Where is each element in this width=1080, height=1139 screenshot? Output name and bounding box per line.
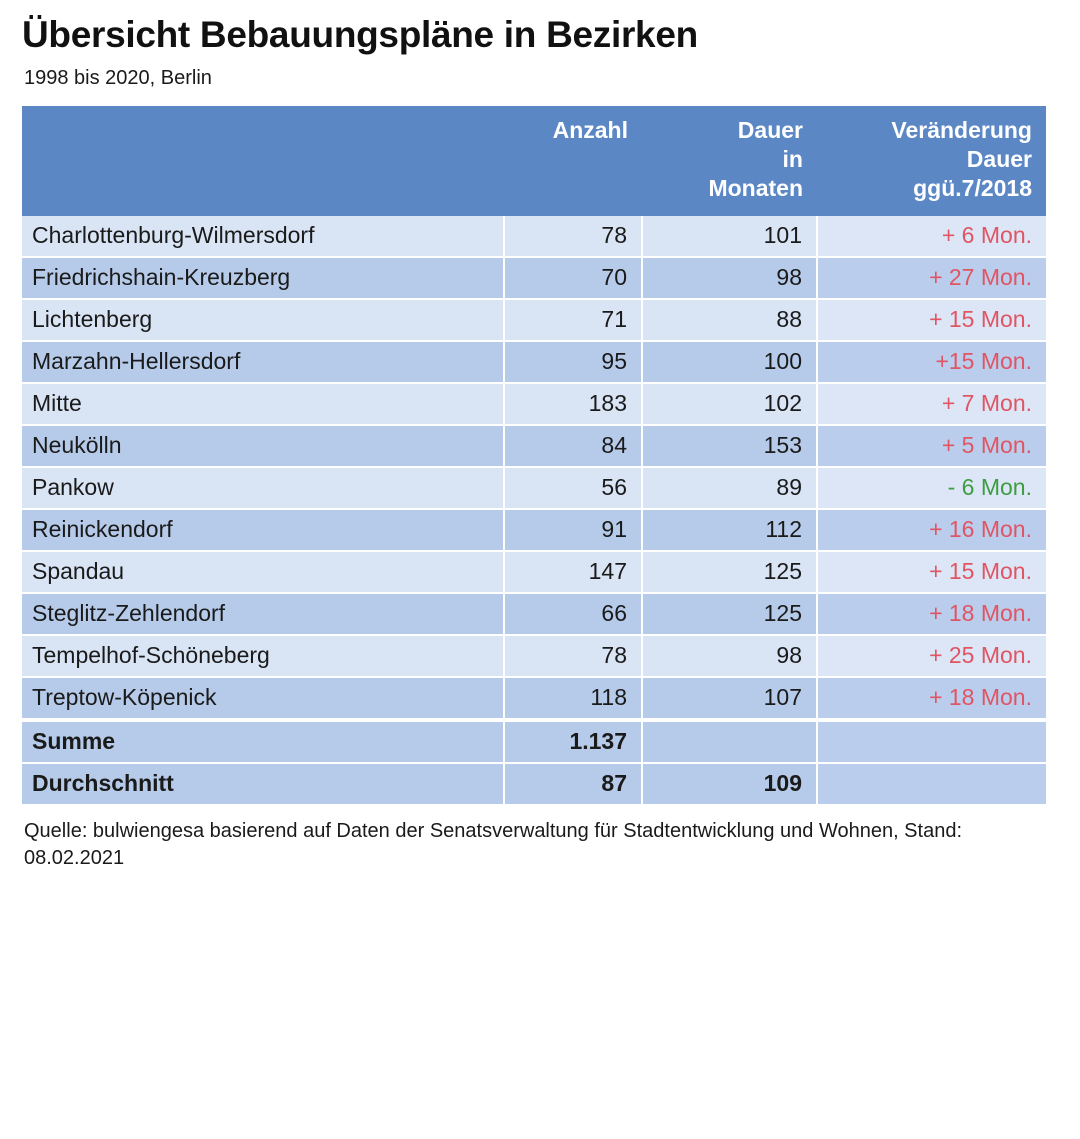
table-row bbox=[22, 593, 1046, 635]
cell-anzahl: 118 bbox=[504, 677, 642, 720]
cell-summary-label: Summe bbox=[22, 720, 504, 763]
cell-veraenderung bbox=[817, 551, 1046, 593]
cell-veraenderung bbox=[817, 216, 1046, 257]
cell-anzahl: 183 bbox=[504, 383, 642, 425]
cell-district: Treptow-Köpenick bbox=[22, 677, 504, 720]
cell-dauer: 107 bbox=[642, 677, 817, 720]
cell-dauer: 100 bbox=[642, 341, 817, 383]
cell-anzahl: 71 bbox=[504, 299, 642, 341]
cell-veraenderung bbox=[817, 383, 1046, 425]
delta-value: + 18 Mon. bbox=[929, 683, 1032, 710]
column-header-dauer bbox=[642, 106, 817, 216]
cell-anzahl: 78 bbox=[504, 635, 642, 677]
column-header-veraenderung bbox=[817, 106, 1046, 216]
cell-anzahl: 147 bbox=[504, 551, 642, 593]
table-row bbox=[22, 299, 1046, 341]
cell-summary-label: Durchschnitt bbox=[22, 763, 504, 804]
table-row bbox=[22, 341, 1046, 383]
column-header-district bbox=[22, 106, 504, 216]
cell-summary-veraenderung bbox=[817, 763, 1046, 804]
cell-summary-anzahl: 87 bbox=[504, 763, 642, 804]
table-row bbox=[22, 425, 1046, 467]
source-note: Quelle: bulwiengesa basierend auf Daten der Senatsverwaltung für Stadtentwicklung und Wohnen, Stand: 08.02.2021 bbox=[24, 819, 963, 869]
table-row bbox=[22, 509, 1046, 551]
cell-district: Pankow bbox=[22, 467, 504, 509]
cell-veraenderung bbox=[817, 341, 1046, 383]
delta-value: + 18 Mon. bbox=[929, 599, 1032, 626]
summary-row bbox=[22, 720, 1046, 763]
cell-district: Friedrichshain-Kreuzberg bbox=[22, 257, 504, 299]
delta-value: + 5 Mon. bbox=[941, 431, 1032, 458]
cell-dauer: 102 bbox=[642, 383, 817, 425]
cell-summary-dauer bbox=[642, 720, 817, 763]
cell-district: Tempelhof-Schöneberg bbox=[22, 635, 504, 677]
cell-district: Marzahn-Hellersdorf bbox=[22, 341, 504, 383]
table-row bbox=[22, 551, 1046, 593]
cell-veraenderung bbox=[817, 509, 1046, 551]
cell-dauer: 153 bbox=[642, 425, 817, 467]
cell-veraenderung bbox=[817, 467, 1046, 509]
delta-value: + 7 Mon. bbox=[941, 389, 1032, 416]
table-body bbox=[22, 216, 1046, 804]
cell-anzahl: 78 bbox=[504, 216, 642, 257]
column-header-dauer-line2: in bbox=[782, 145, 803, 172]
cell-summary-veraenderung bbox=[817, 720, 1046, 763]
cell-summary-dauer: 109 bbox=[642, 763, 817, 804]
column-header-veraenderung-line3: ggü.7/2018 bbox=[913, 175, 1032, 202]
cell-dauer: 125 bbox=[642, 593, 817, 635]
table-row bbox=[22, 383, 1046, 425]
cell-anzahl: 56 bbox=[504, 467, 642, 509]
cell-dauer: 88 bbox=[642, 299, 817, 341]
cell-district: Charlottenburg-Wilmersdorf bbox=[22, 216, 504, 257]
delta-value: + 6 Mon. bbox=[941, 221, 1032, 248]
page-title: Übersicht Bebauungspläne in Bezirken bbox=[22, 14, 698, 55]
cell-district: Spandau bbox=[22, 551, 504, 593]
cell-veraenderung bbox=[817, 635, 1046, 677]
column-header-veraenderung-line1: Veränderung bbox=[891, 116, 1032, 143]
delta-value: +15 Mon. bbox=[935, 347, 1032, 374]
table-row bbox=[22, 216, 1046, 257]
cell-anzahl: 84 bbox=[504, 425, 642, 467]
cell-anzahl: 91 bbox=[504, 509, 642, 551]
delta-value: + 15 Mon. bbox=[929, 557, 1032, 584]
cell-veraenderung bbox=[817, 425, 1046, 467]
summary-row bbox=[22, 763, 1046, 804]
delta-value: + 27 Mon. bbox=[929, 263, 1032, 290]
table-row bbox=[22, 677, 1046, 720]
delta-value: + 15 Mon. bbox=[929, 305, 1032, 332]
cell-dauer: 125 bbox=[642, 551, 817, 593]
column-header-anzahl bbox=[504, 106, 642, 216]
cell-anzahl: 70 bbox=[504, 257, 642, 299]
delta-value: - 6 Mon. bbox=[947, 473, 1032, 500]
column-header-dauer-line1: Dauer bbox=[737, 116, 803, 143]
page-subtitle: 1998 bis 2020, Berlin bbox=[24, 66, 212, 89]
cell-summary-anzahl: 1.137 bbox=[504, 720, 642, 763]
cell-district: Neukölln bbox=[22, 425, 504, 467]
cell-anzahl: 66 bbox=[504, 593, 642, 635]
cell-dauer: 98 bbox=[642, 635, 817, 677]
cell-veraenderung bbox=[817, 593, 1046, 635]
bebauungsplaene-table bbox=[22, 106, 1046, 804]
table-header bbox=[22, 106, 1046, 216]
cell-veraenderung bbox=[817, 677, 1046, 720]
cell-veraenderung bbox=[817, 299, 1046, 341]
column-header-anzahl-line1: Anzahl bbox=[552, 116, 628, 143]
cell-dauer: 101 bbox=[642, 216, 817, 257]
cell-dauer: 112 bbox=[642, 509, 817, 551]
table-row bbox=[22, 257, 1046, 299]
cell-veraenderung bbox=[817, 257, 1046, 299]
cell-district: Lichtenberg bbox=[22, 299, 504, 341]
cell-anzahl: 95 bbox=[504, 341, 642, 383]
cell-dauer: 89 bbox=[642, 467, 817, 509]
delta-value: + 25 Mon. bbox=[929, 641, 1032, 668]
cell-dauer: 98 bbox=[642, 257, 817, 299]
cell-district: Reinickendorf bbox=[22, 509, 504, 551]
table-row bbox=[22, 635, 1046, 677]
column-header-dauer-line3: Monaten bbox=[708, 175, 803, 202]
column-header-veraenderung-line2: Dauer bbox=[966, 145, 1032, 172]
cell-district: Mitte bbox=[22, 383, 504, 425]
table-row bbox=[22, 467, 1046, 509]
delta-value: + 16 Mon. bbox=[929, 515, 1032, 542]
cell-district: Steglitz-Zehlendorf bbox=[22, 593, 504, 635]
table-header-row bbox=[22, 106, 1046, 216]
